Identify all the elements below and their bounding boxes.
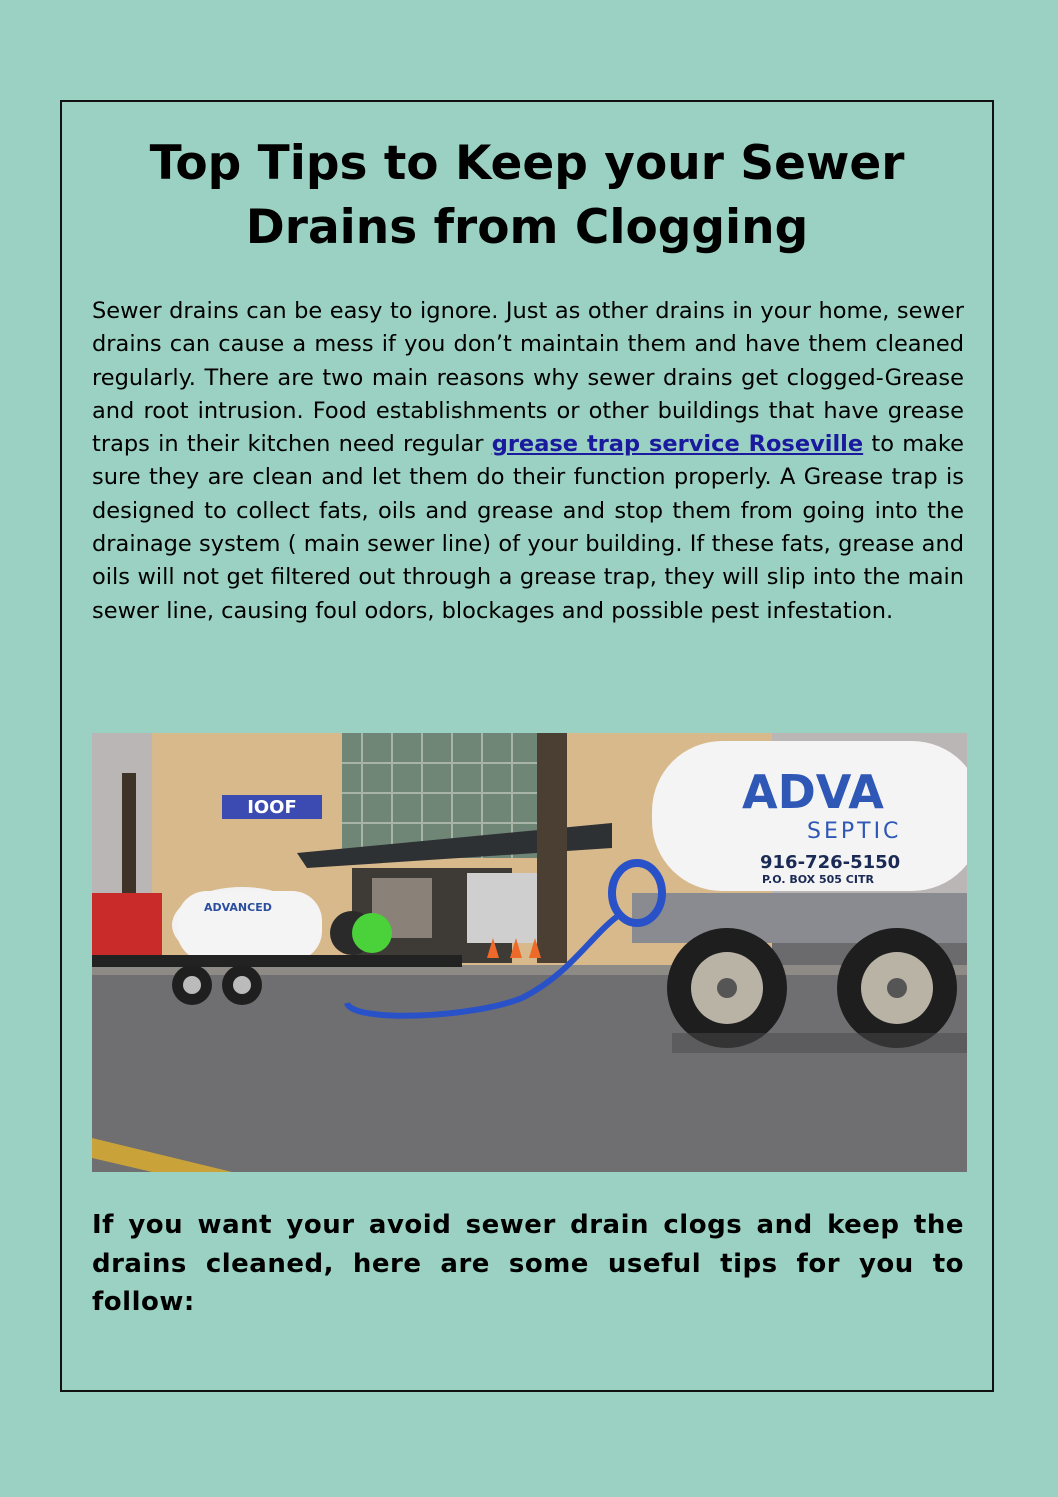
truck-address-text: P.O. BOX 505 CITR	[762, 873, 874, 886]
title-line-2: Drains from Clogging	[245, 200, 809, 255]
sewer-truck-photo	[92, 733, 967, 1172]
grease-trap-service-link[interactable]: grease trap service Roseville	[491, 431, 864, 458]
title-line-1: Top Tips to Keep your Sewer	[149, 136, 905, 191]
page-frame	[60, 100, 994, 1392]
intro-text-before-link: Sewer drains can be easy to ignore. Just as other drains in your home, sewer drains can cause a mess if you don’t maintain them and have them cleaned regularly. There are two main reasons why sewer drains get clogged-Grease and root intrusion. Food establishments or other buildings that have grease traps in their kitchen need regular	[92, 298, 964, 458]
intro-paragraph	[92, 295, 964, 628]
tips-heading: If you want your avoid sewer drain clogs and keep the drains cleaned, here are some useful tips for you to follow:	[92, 1210, 964, 1317]
building-sign-text: IOOF	[247, 797, 297, 818]
truck-sub-text: SEPTIC	[807, 819, 902, 844]
page-title	[62, 132, 992, 260]
intro-text-after-link: to make sure they are clean and let them do their function properly. A Grease trap is designed to collect fats, oils and grease and stop them from going into the drainage system ( main sewer line) of your building. If these fats, grease and oils will not get filtered out through a grease trap, they will slip into the main sewer line, causing foul odors, blockages and possible pest infestation.	[92, 431, 964, 624]
trailer-brand-text: ADVANCED	[204, 901, 272, 914]
truck-phone-text: 916-726-5150	[760, 852, 901, 873]
truck-brand-text: ADVA	[742, 765, 884, 819]
